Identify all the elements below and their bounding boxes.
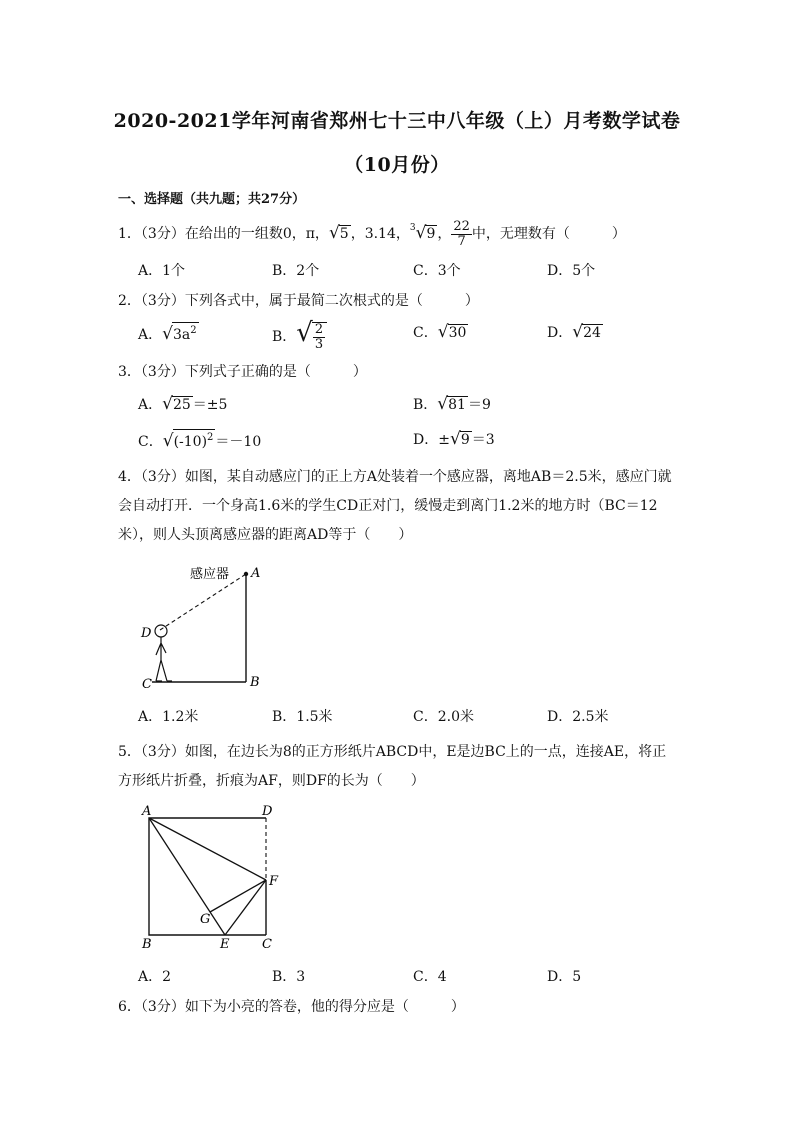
question-number: 6．（3分） [118,999,185,1015]
option-c: C．3个 [413,263,461,279]
radicand [172,322,199,343]
option-d [413,429,495,449]
question-line [118,738,678,767]
sqrt-symbol: √ [162,431,174,451]
sqrt-symbol: √ [162,394,173,414]
radicand: 24 [583,325,601,341]
person-figure [156,637,172,681]
question-text: 如图，某自动感应门的正上方A处装着一个感应器，离地AB＝2.5米，感应门就 [184,469,672,485]
question-number: 2．（3分） [118,293,185,309]
sensor-label: 感应器 [190,567,230,582]
option-label: A． [138,327,163,343]
question-text: 在给出的一组数0，π， [184,226,329,242]
point-label-c: C [142,677,152,692]
question-text: 中，无理数有（ [471,226,570,242]
point-label-a: A [142,804,152,819]
fraction [313,323,325,352]
option-b: B．1.5米 [272,709,333,725]
segment-ae [149,818,225,935]
option-label: C． [413,325,438,341]
exam-subtitle: （10月份） [344,154,450,176]
option-a [138,322,199,344]
fraction-denominator: 3 [314,336,324,352]
section-heading: 一、选择题（共九题；共27分） [118,192,306,207]
segment-af [149,818,266,880]
option-b [272,318,327,352]
fraction-denominator: 7 [457,233,466,249]
sqrt-symbol: √ [572,322,584,342]
question-text: ） [464,293,479,309]
question-line: 会自动打开．一个身高1.6米的学生CD正对门，缓慢走到离门1.2米的地方时（BC＝12 [118,498,658,514]
option-a: A．1个 [138,263,186,279]
radicand-base: 3a [172,327,191,343]
option-rhs: ＝－10 [215,434,262,450]
point-label-a: A [251,566,261,581]
question-2 [118,291,479,311]
point-label-f: F [269,874,279,889]
option-c: C．4 [413,969,447,985]
radicand: 81 [448,397,466,413]
question-6 [118,997,465,1017]
option-label: B． [272,329,297,345]
question-text: 下列各式中，属于最简二次根式的是（ [184,293,423,309]
question-number: 3．（3分） [118,364,185,380]
question-number: 4．（3分） [118,469,185,485]
point-label-d: D [141,626,152,641]
question-line: 方形纸片折叠，折痕为AF，则DF的长为（ ） [118,773,425,789]
point-label-g: G [200,912,211,927]
root-index: 3 [409,223,416,233]
option-d: D．5 [547,969,582,985]
option-b [413,394,491,414]
option-c: C．2.0米 [413,709,474,725]
radicand: 5 [339,226,349,242]
option-rhs: ＝9 [467,397,491,413]
option-a: A．1.2米 [138,709,199,725]
segment-ef [225,880,266,935]
question-number: 5．（3分） [118,744,185,760]
question-line [118,463,678,492]
question-text: 如下为小亮的答卷，他的得分应是（ [184,999,409,1015]
question-text: ） [611,226,626,242]
question-text: 如图，在边长为8的正方形纸片ABCD中，E是边BC上的一点，连接AE，将正 [184,744,667,760]
exam-title: 2020-2021学年河南省郑州七十三中八年级（上）月考数学试卷 [113,110,681,132]
sqrt-symbol: √ [449,429,461,449]
person-head [155,625,167,637]
point-label-b: B [142,937,152,952]
option-rhs: ＝3 [471,432,495,448]
sensor-point [244,572,248,576]
sqrt-symbol: √ [162,324,173,344]
option-c [413,322,468,342]
question-1: 1．（3分）在给出的一组数0，π，√5 ，3.14，$^3$√9 ， $\frac{22}{7}$ 中，无理数有（ ） [118,218,626,249]
option-rhs: ＝±5 [192,397,228,413]
option-d: D．2.5米 [547,709,609,725]
question-5 [118,738,678,796]
option-d: D．5个 [547,263,596,279]
option-label: B． [413,397,438,413]
sqrt-symbol: √ [328,223,340,243]
radicand-base: (-10) [173,434,208,450]
radicand: 9 [460,432,470,448]
option-d [547,322,603,342]
radicand: 30 [448,325,467,341]
question-text: ） [450,999,465,1015]
sqrt-symbol: √ [437,322,449,342]
segment-gf [210,880,266,912]
option-c [138,429,261,451]
point-label-c: C [262,937,272,952]
option-label: D．± [413,432,450,448]
q4-figure [130,560,280,695]
option-b: B．3 [272,969,306,985]
question-3 [118,362,367,382]
radicand: 9 [426,226,436,242]
sqrt-symbol: √ [437,394,449,414]
question-line: 米），则人头顶离感应器的距离AD等于（ ） [118,527,413,543]
point-label-d: D [262,804,273,819]
question-number: 1．（3分） [118,226,185,242]
question-text: ） [352,364,367,380]
option-a [138,394,227,414]
question-text: ，3.14， [350,226,410,242]
exponent: 2 [190,325,197,336]
sqrt-symbol: √ [296,318,313,348]
q5-figure [130,800,290,955]
radicand [312,322,327,352]
dashed-line-da [160,574,246,630]
fraction-numerator: 22 [453,218,470,234]
point-label-b: B [250,675,260,690]
question-text: 下列式子正确的是（ [184,364,311,380]
fraction-numerator: 2 [314,321,324,337]
option-label: A． [138,397,163,413]
question-4 [118,463,678,550]
option-a: A．2 [138,969,172,985]
radicand: 25 [172,397,191,413]
exponent: 2 [207,432,214,443]
radicand [173,429,216,450]
point-label-e: E [220,937,230,952]
option-label: C． [138,434,163,450]
sqrt-symbol: √ [415,223,427,243]
option-b: B．2个 [272,263,320,279]
fraction [451,220,472,249]
option-label: D． [547,325,573,341]
